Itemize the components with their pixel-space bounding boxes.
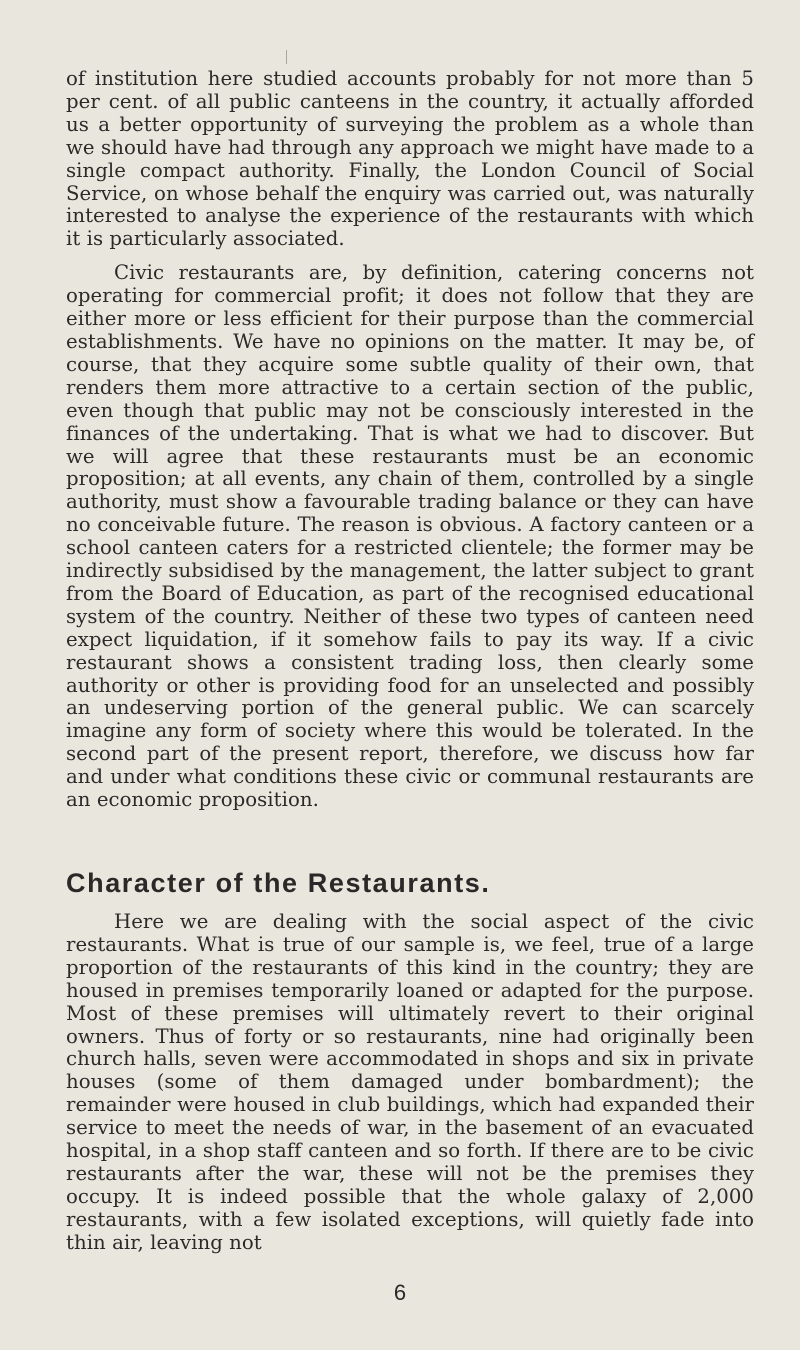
paragraph-character: Here we are dealing with the social aspect of the civic restaurants. What is true of our sample is, we feel, true of a large proportion of the restaurants of this kind in the country; they are housed in premises temporarily loaned or adapted for the purpose. Most of these premises will ultimately revert to their original owners. Thus of forty or so restaurants, nine had originally been church halls, seven were accommodated in shops and six in private houses (some of them damaged under bombardment); the remainder were housed in club buildings, which had expanded their service to meet the needs of war, in the basement of an evacuated hospital, in a shop staff canteen and so forth. If there are to be civic restaurants after the war, these will not be the premises they occupy. It is indeed possible that the whole galaxy of 2,000 restaurants, with a few isolated exceptions, will quietly fade into thin air, leaving not <box>66 910 754 1254</box>
print-mark <box>286 50 287 64</box>
section-heading: Character of the Restaurants. <box>66 868 491 898</box>
paragraph-continued: of institution here studied accounts probably for not more than 5 per cent. of all public canteens in the country, it actually afforded us a better opportunity of surveying the problem as a whole than we should have had through any approach we might have made to a single compact authority. Finally, the London Council of Social Service, on whose behalf the enquiry was carried out, was naturally interested to analyse the experience of the restaurants with which it is particularly associated. <box>66 67 754 251</box>
text-column <box>66 68 754 1255</box>
paragraph-civic-restaurants: Civic restaurants are, by definition, catering concerns not operating for commercial profit; it does not follow that they are either more or less efficient for their purpose than the commercial establishments. We have no opinions on the matter. It may be, of course, that they acquire some subtle quality of their own, that renders them more attractive to a certain section of the public, even though that public may not be consciously interested in the finances of the undertaking. That is what we had to discover. But we will agree that these restaurants must be an economic proposition; at all events, any chain of them, controlled by a single authority, must show a favourable trading balance or they can have no conceivable future. The reason is obvious. A factory canteen or a school canteen caters for a restricted clientele; the former may be indirectly subsidised by the management, the latter subject to grant from the Board of Education, as part of the recognised educational system of the country. Neither of these two types of canteen need expect liquidation, if it somehow fails to pay its way. If a civic restaurant shows a consistent trading loss, then clearly some authority or other is providing food for an unselected and possibly an undeserving portion of the general public. We can scarcely imagine any form of society where this would be tolerated. In the second part of the present report, therefore, we discuss how far and under what conditions these civic or communal restaurants are an economic proposition. <box>66 261 754 812</box>
page-number: 6 <box>393 1280 407 1305</box>
